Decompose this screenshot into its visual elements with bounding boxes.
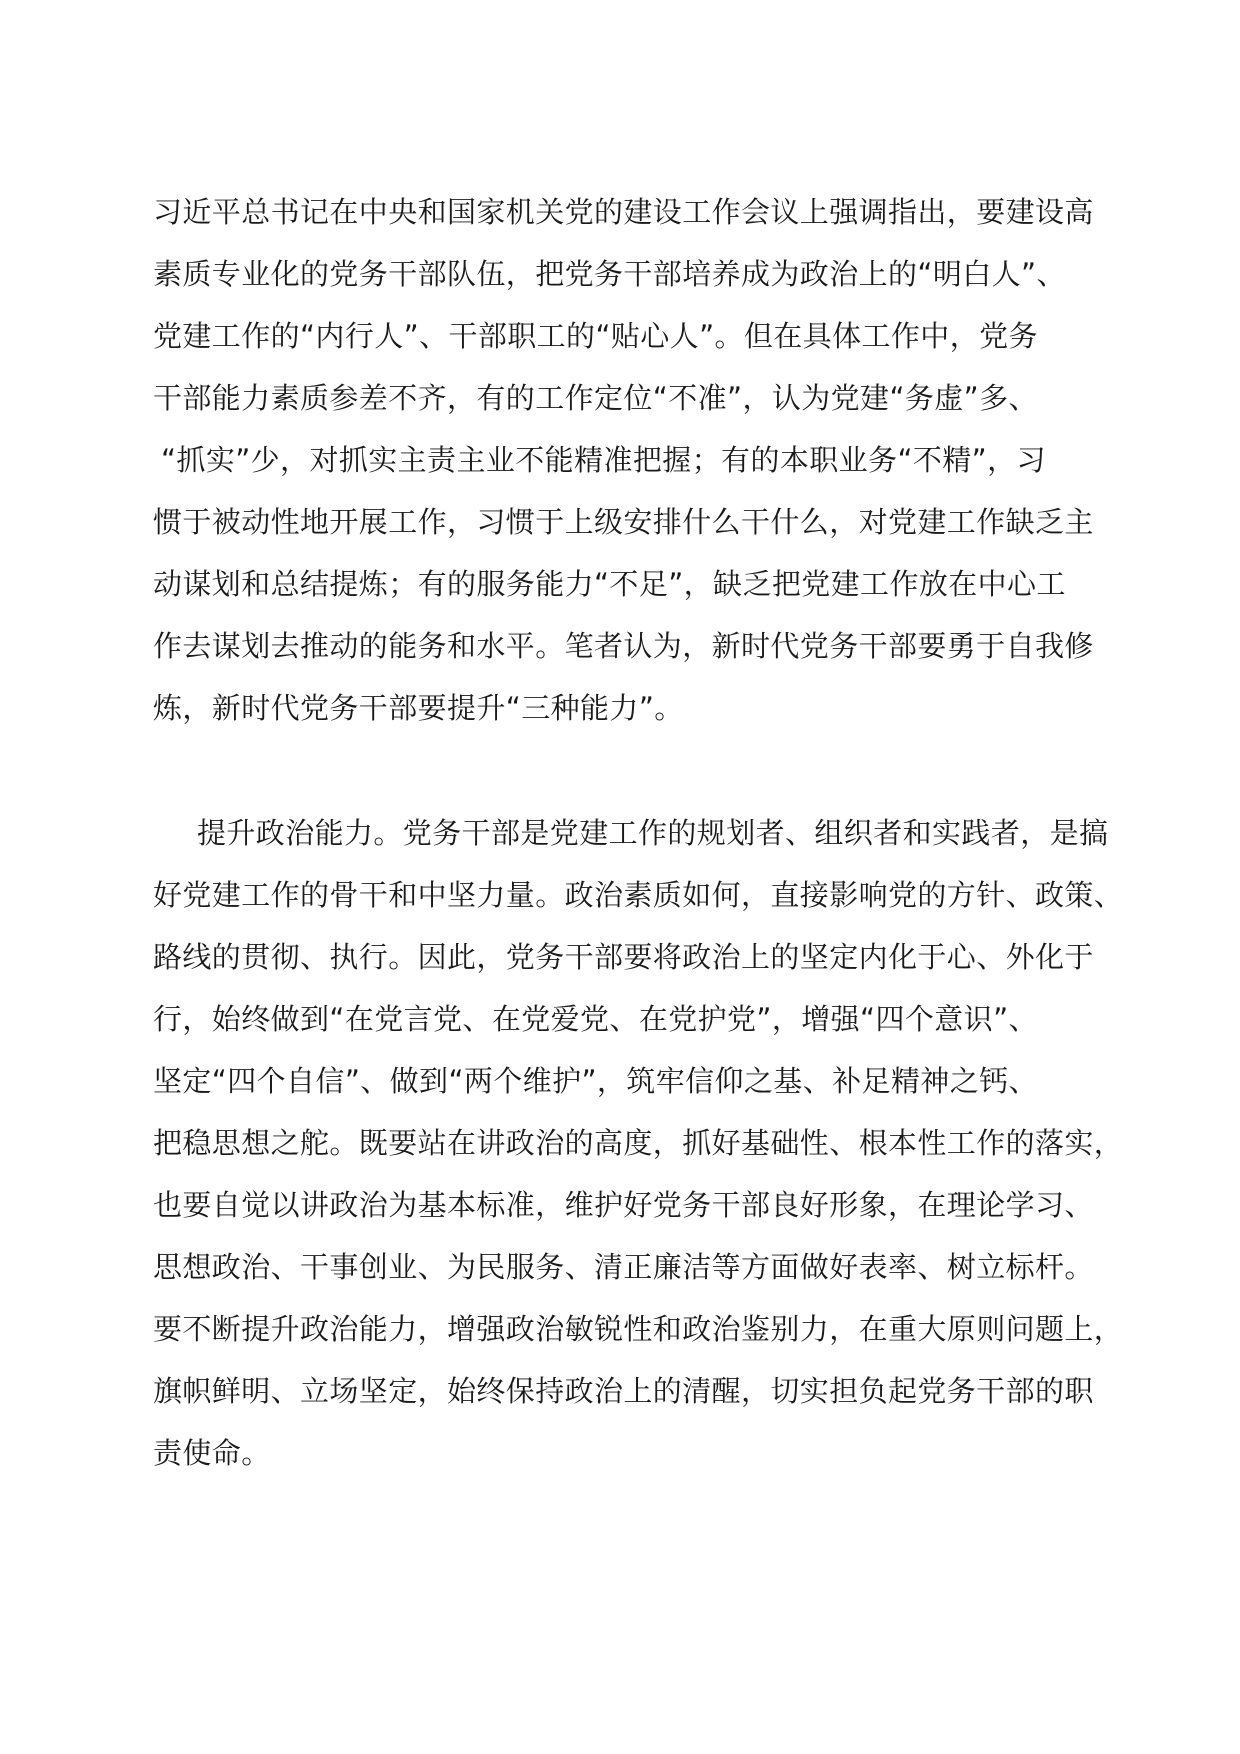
- paragraph-intro: [153, 181, 1093, 739]
- text-line: 惯于被动性地开展工作，习惯于上级安排什么干什么，对党建工作缺乏主: [153, 505, 1094, 539]
- text-line: 作去谋划去推动的能务和水平。笔者认为，新时代党务干部要勇于自我修: [153, 629, 1094, 663]
- text-line: 旗帜鲜明、立场坚定，始终保持政治上的清醒，切实担负起党务干部的职: [153, 1374, 1094, 1408]
- text-line: 把稳思想之舵。既要站在讲政治的高度，抓好基础性、根本性工作的落实，: [153, 1126, 1124, 1160]
- text-line: “抓实”少，对抓实主责主业不能精准把握；有的本职业务“不精”，习: [161, 443, 1046, 477]
- paragraph-political-ability: [153, 802, 1124, 1484]
- text-line: 动谋划和总结提炼；有的服务能力“不足”，缺乏把党建工作放在中心工: [153, 567, 1066, 601]
- text-line: 炼，新时代党务干部要提升“三种能力”。: [153, 691, 684, 725]
- text-line: 素质专业化的党务干部队伍，把党务干部培养成为政治上的“明白人”、: [153, 257, 1066, 291]
- text-line: 思想政治、干事创业、为民服务、清正廉洁等方面做好表率、树立标杆。: [153, 1250, 1094, 1284]
- text-line: 党建工作的“内行人”、干部职工的“贴心人”。但在具体工作中，党务: [153, 319, 1038, 353]
- text-line: 责使命。: [153, 1436, 271, 1470]
- text-line: 习近平总书记在中央和国家机关党的建设工作会议上强调指出，要建设高: [153, 195, 1094, 229]
- text-line: 也要自觉以讲政治为基本标准，维护好党务干部良好形象，在理论学习、: [153, 1188, 1094, 1222]
- text-line: 提升政治能力。党务干部是党建工作的规划者、组织者和实践者，是搞: [197, 816, 1109, 850]
- text-line: 行，始终做到“在党言党、在党爱党、在党护党”，增强“四个意识”、: [153, 1002, 1038, 1036]
- text-line: 干部能力素质参差不齐，有的工作定位“不准”，认为党建“务虚”多、: [153, 381, 1038, 415]
- text-line: 坚定“四个自信”、做到“两个维护”，筑牢信仰之基、补足精神之钙、: [153, 1064, 1038, 1098]
- text-line: 要不断提升政治能力，增强政治敏锐性和政治鉴别力，在重大原则问题上，: [153, 1312, 1124, 1346]
- text-line: 路线的贯彻、执行。因此，党务干部要将政治上的坚定内化于心、外化于: [153, 940, 1094, 974]
- text-line: 好党建工作的骨干和中坚力量。政治素质如何，直接影响党的方针、政策、: [153, 878, 1124, 912]
